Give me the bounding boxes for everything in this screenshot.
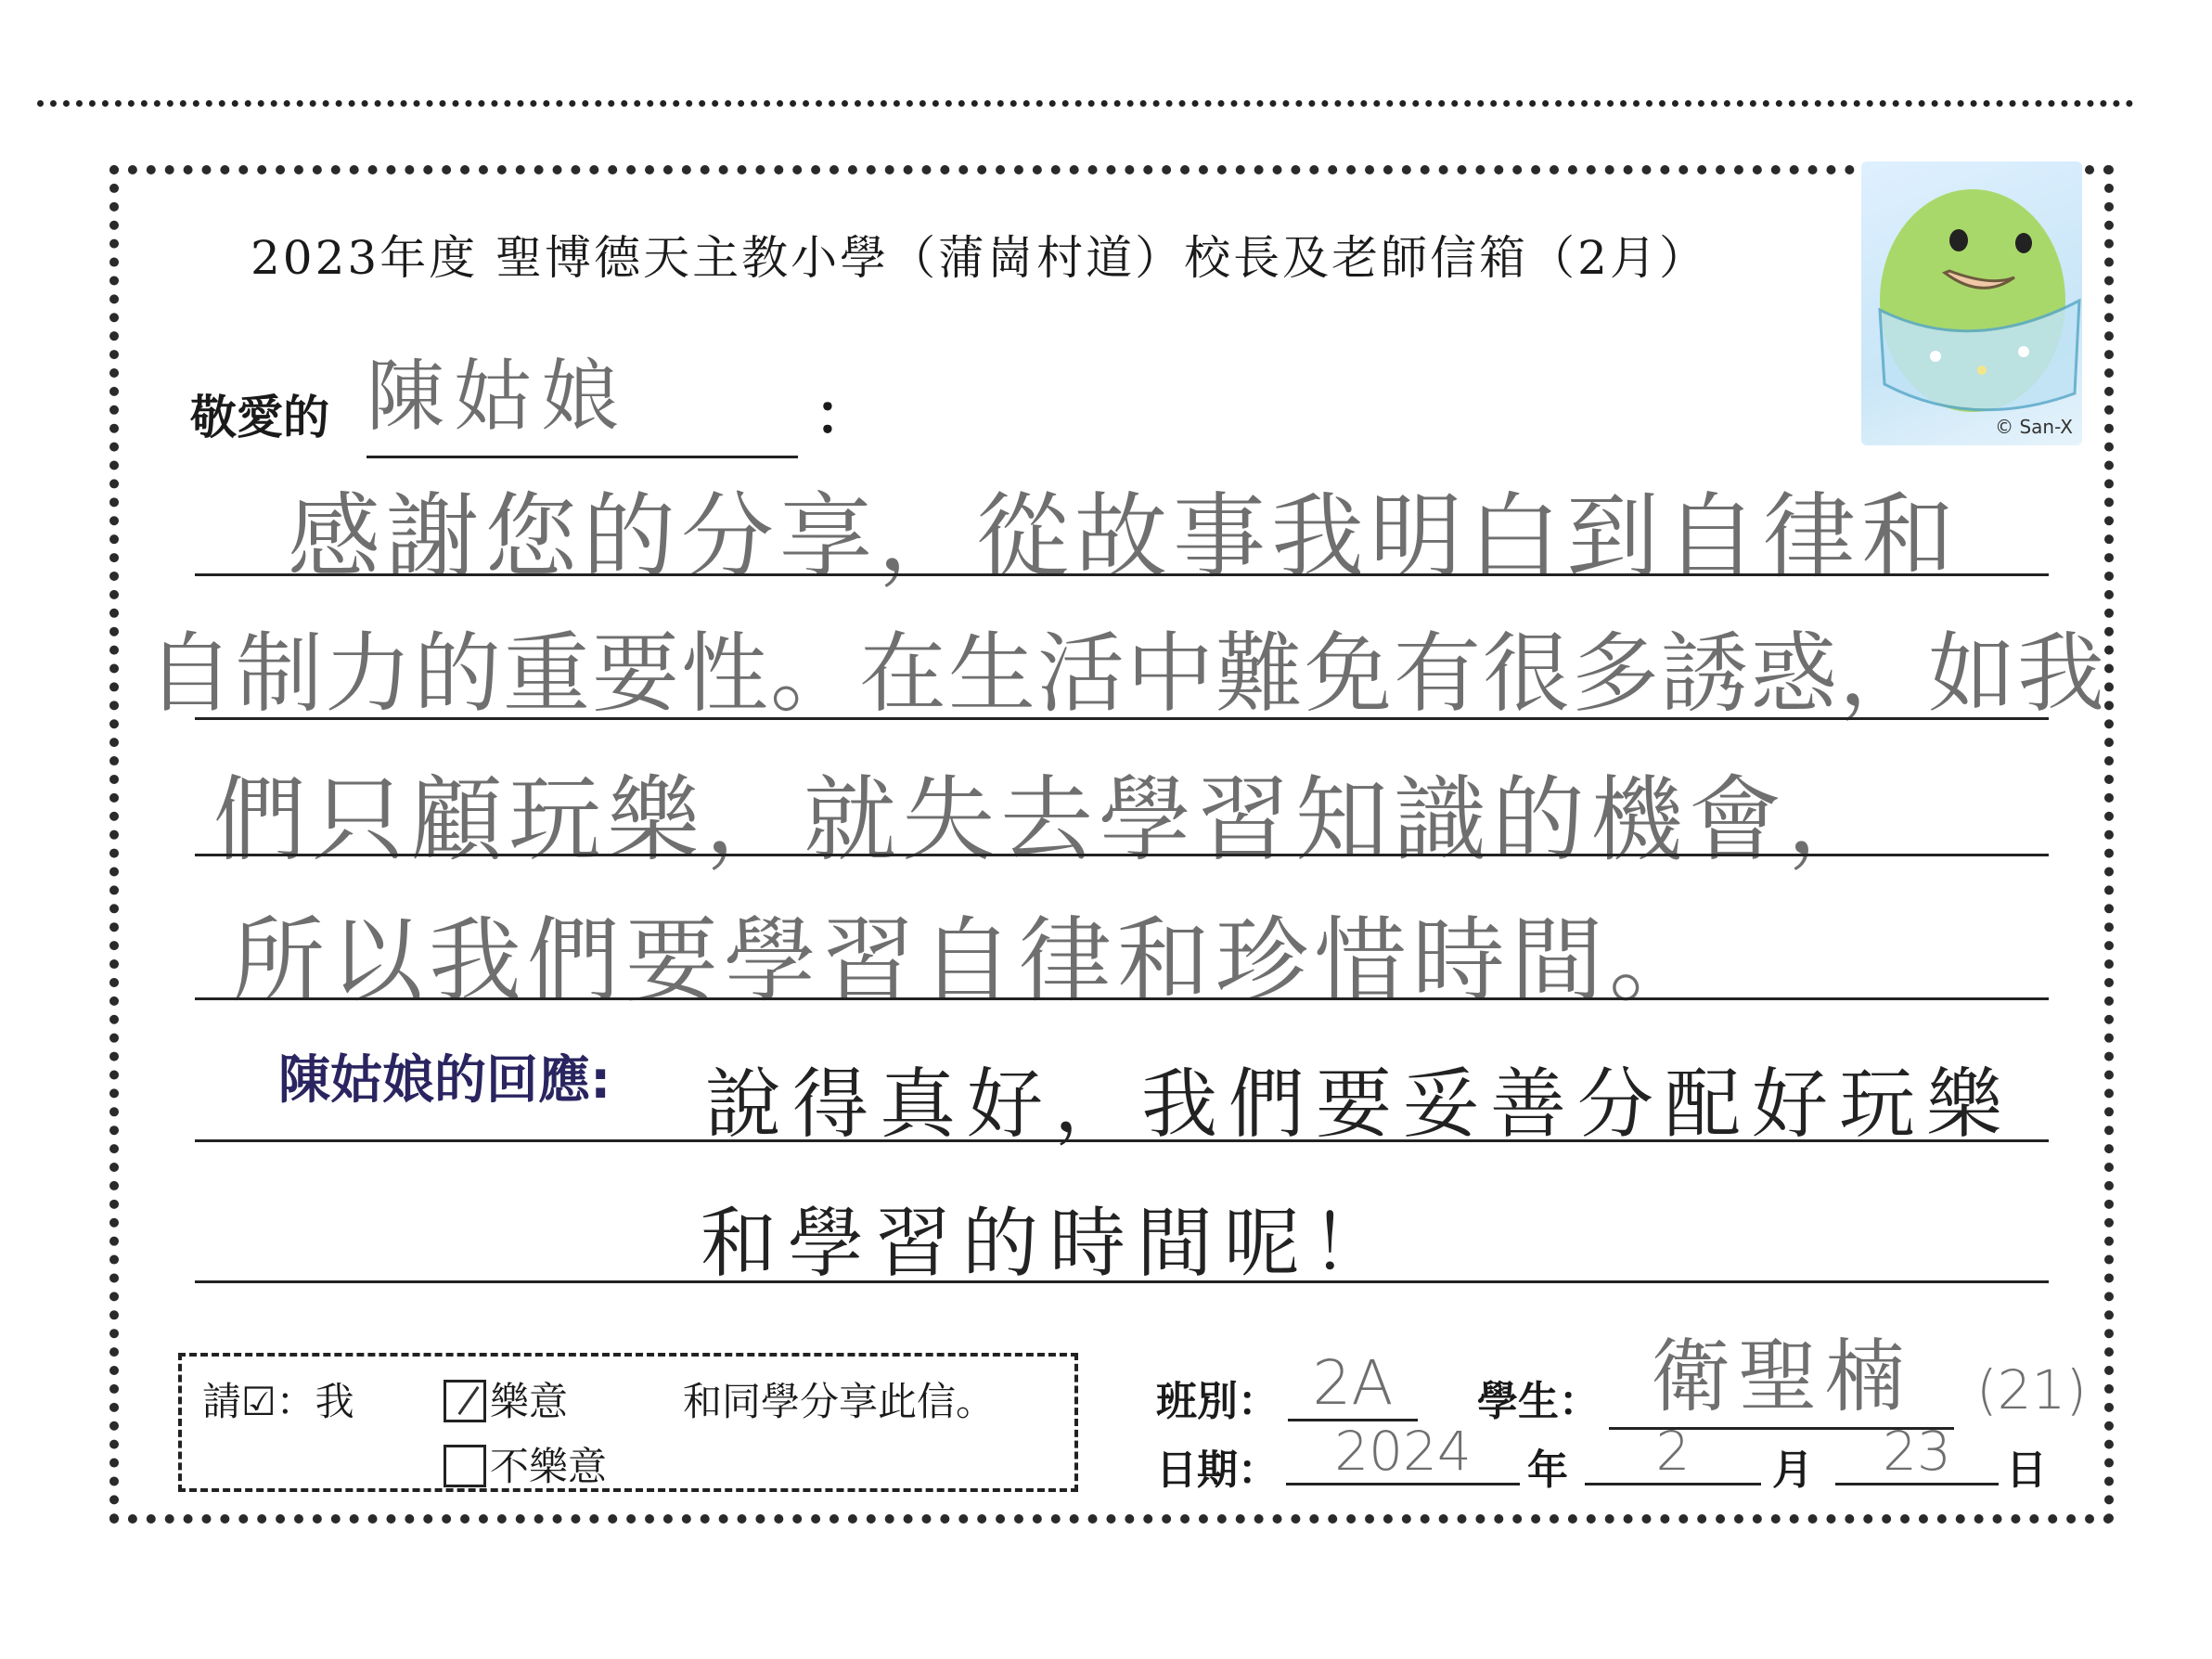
perforation-line — [37, 100, 2134, 107]
date-day: 23 — [1835, 1420, 1999, 1485]
date-month: 2 — [1585, 1420, 1761, 1485]
sticker-illustration — [1861, 161, 2082, 445]
greeting: 敬愛的 — [190, 390, 329, 444]
ruled-line — [195, 717, 2049, 720]
unwilling-label: 不樂意 — [490, 1444, 608, 1489]
date-year: 2024 — [1286, 1420, 1520, 1485]
character-sticker — [1861, 161, 2082, 445]
consent-option-willing[interactable] — [444, 1371, 568, 1427]
consent-prefix: 請☑：我 — [202, 1379, 354, 1424]
unwilling-checkbox[interactable] — [444, 1445, 486, 1487]
ruled-line — [195, 997, 2049, 1000]
consent-suffix: 和同學分享此信。 — [683, 1379, 996, 1424]
reply-line-1: 說得真好，我們要妥善分配好玩樂 — [705, 1061, 2014, 1149]
ruled-line — [195, 1280, 2049, 1283]
year-unit: 年 — [1527, 1447, 1568, 1494]
letter-line-1: 感謝您的分享，從故事我明白到自律和 — [288, 482, 1960, 591]
greeting-colon: ： — [815, 383, 870, 448]
letter-line-3: 們只顧玩樂，就失去學習知識的機會， — [213, 765, 1885, 874]
reply-label: 陳姑娘的回應: — [278, 1050, 611, 1111]
day-unit: 日 — [2006, 1447, 2047, 1494]
consent-option-unwilling[interactable] — [444, 1436, 607, 1492]
ruled-line — [195, 1139, 2049, 1142]
reply-line-2: 和學習的時間呢！ — [701, 1200, 1399, 1288]
addressee-name: 陳姑娘 — [367, 334, 798, 458]
class-value: 2A — [1288, 1347, 1418, 1421]
month-unit: 月 — [1772, 1447, 1813, 1494]
willing-checkbox[interactable] — [444, 1380, 486, 1422]
sticker-copyright: © San-X — [1995, 416, 2073, 438]
ruled-line — [195, 854, 2049, 856]
willing-label: 樂意 — [490, 1379, 569, 1424]
ruled-line — [195, 573, 2049, 576]
class-label: 班別： — [1156, 1378, 1279, 1425]
student-name: 衛聖楠 — [1609, 1312, 1954, 1430]
date-label: 日期： — [1156, 1447, 1279, 1494]
student-label: 學生： — [1477, 1378, 1600, 1425]
letter-line-4: 所以我們要學習自律和珍惜時間。 — [232, 907, 1707, 1015]
page-title: 2023年度 聖博德天主教小學（蒲崗村道）校長及老師信箱（2月） — [251, 231, 1708, 285]
letter-line-2: 自制力的重要性。在生活中難免有很多誘惑，如我 — [147, 624, 2107, 725]
student-number: (21) — [1976, 1358, 2088, 1421]
